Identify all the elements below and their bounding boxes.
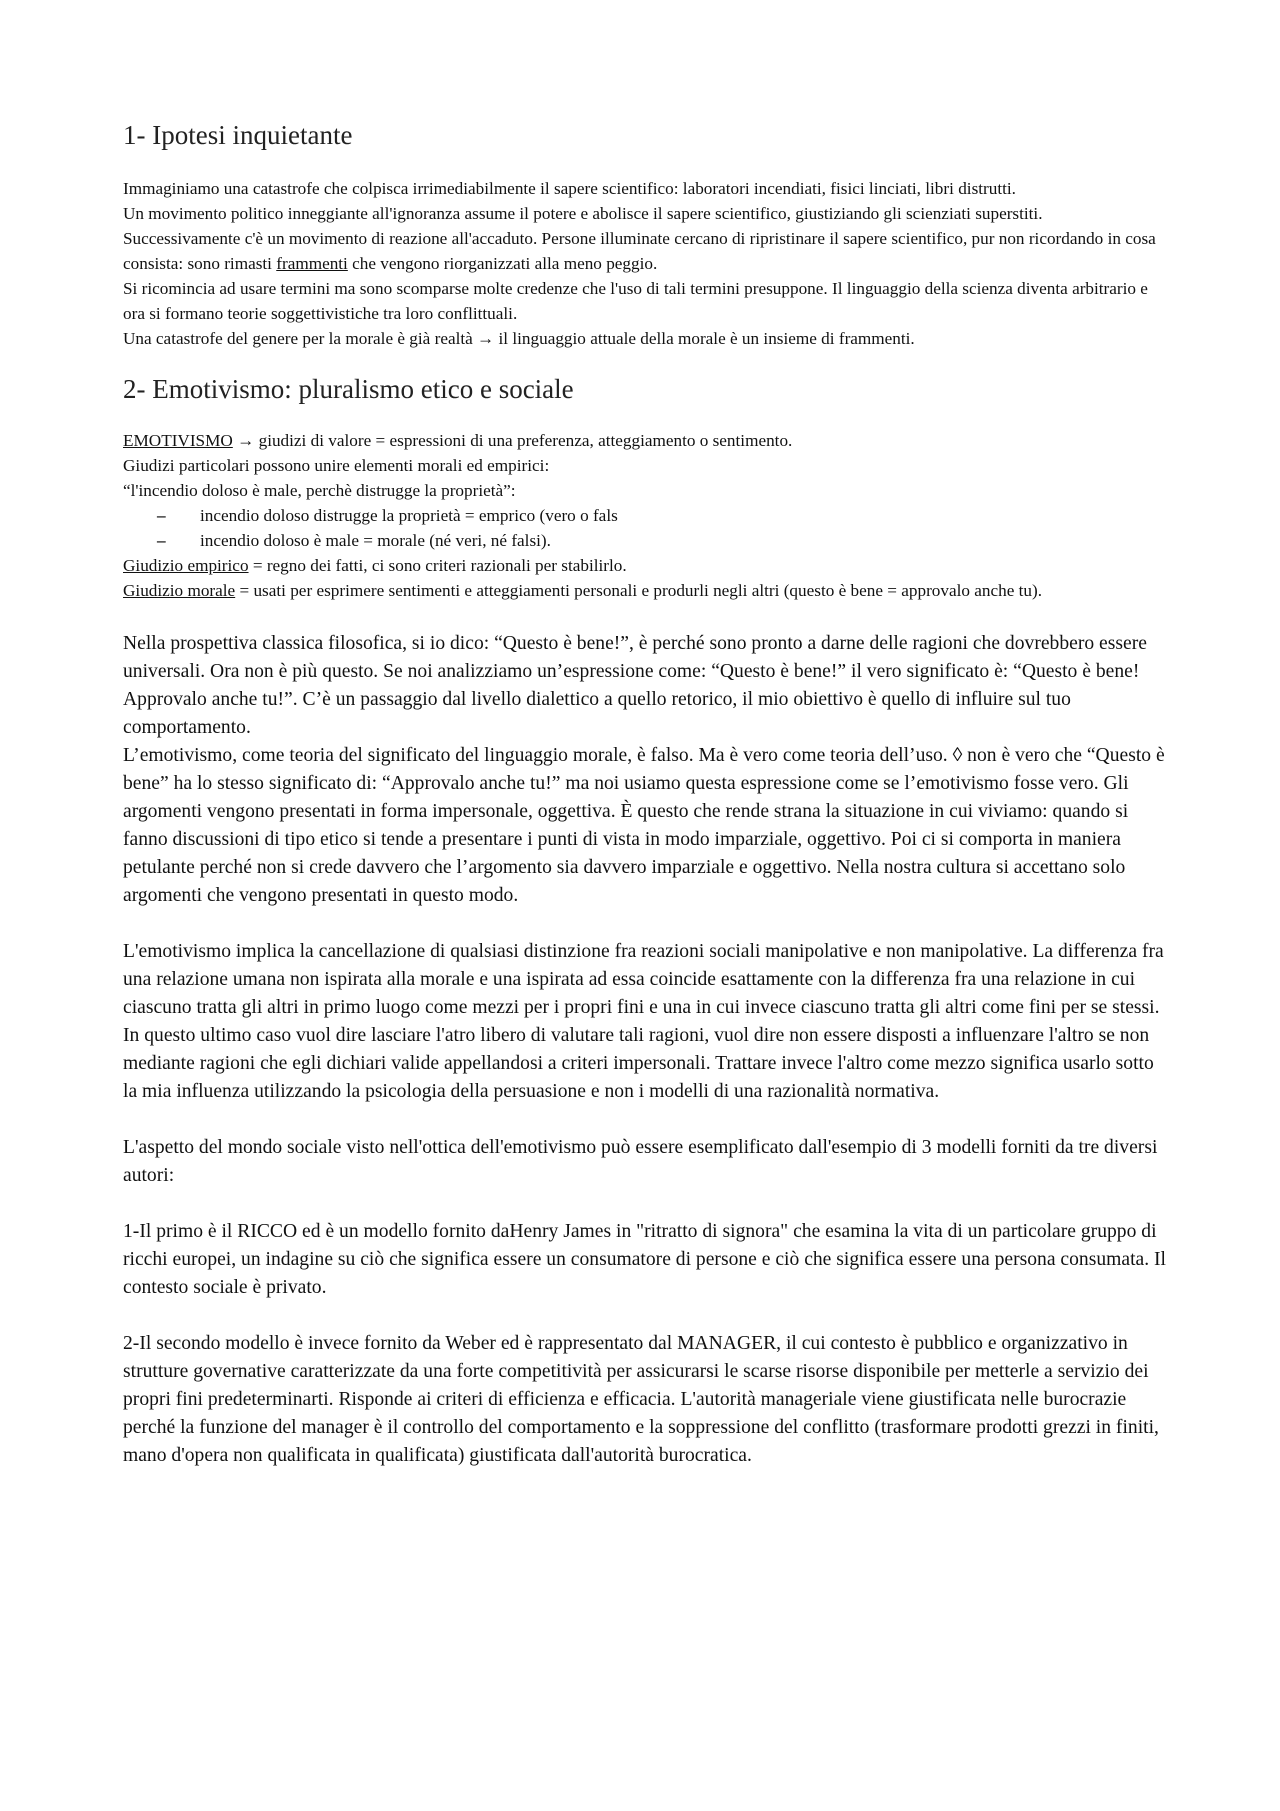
paragraph: 2-Il secondo modello è invece fornito da Weber ed è rappresentato dal MANAGER, il cui contesto è pubblico e organizzativo in strutture governative caratterizzate da una forte competitività per assicurarsi le scarse risorse disponibile per metterle a servizio dei propri fini predeterminarti. Risponde ai criteri di efficienza e efficacia. L'autorità manageriale viene giustificata nelle burocrazie perché la funzione del manager è il controllo del comportamento e la soppressione del conflitto (trasformare prodotti grezzi in finiti, mano d'opera non qualificata in qualificata) giustificata dall'autorità burocratica. xyxy=(123,1333,1159,1466)
dash-list xyxy=(123,503,1168,553)
paragraph: L'emotivismo implica la cancellazione di qualsiasi distinzione fra reazioni sociali manipolative e non manipolative. La differenza fra una relazione umana non ispirata alla morale e una ispirata ad essa coincide esattamente con la differenza fra una relazione in cui ciascuno tratta gli altri in primo luogo come mezzi per i propri fini e una in cui invece ciascuno tratta gli altri come fini per se stessi. xyxy=(123,941,1164,1018)
list-item-text: incendio doloso è male = morale (né veri, né falsi). xyxy=(200,531,551,550)
definition-line xyxy=(123,553,1168,578)
paragraph: Nella prospettiva classica filosofica, si io dico: “Questo è bene!”, è perché sono pronto a darne delle ragioni che dovrebbero essere universali. Ora non è più questo. Se noi analizziamo un’espressione come: “Questo è bene!” il vero significato è: “Questo è bene! Approvalo anche tu!”. C’è un passaggio dal livello dialettico a quello retorico, il mio obiettivo è quello di influire sul tuo comportamento. xyxy=(123,633,1147,738)
underlined-term: frammenti xyxy=(276,254,348,273)
text-run: = regno dei fatti, ci sono criteri razionali per stabilirlo. xyxy=(248,556,627,575)
paragraph: Giudizi particolari possono unire elementi morali ed empirici: xyxy=(123,456,550,475)
definition-line xyxy=(123,578,1168,603)
paragraph: 1-Il primo è il RICCO ed è un modello fornito daHenry James in "ritratto di signora" che esamina la vita di un particolare gruppo di ricchi europei, un indagine su ciò che significa essere un consumatore di persone e ciò che significa essere una persona consumata. Il contesto sociale è privato. xyxy=(123,1221,1166,1298)
spacer xyxy=(123,603,1168,630)
text-run: = usati per esprimere sentimenti e atteggiamenti personali e produrli negli altri (questo è bene = approvalo anche tu). xyxy=(235,581,1043,600)
spacer xyxy=(123,1106,1168,1134)
paragraph: Si ricomincia ad usare termini ma sono scomparse molte credenze che l'uso di tali termini presuppone. Il linguaggio della scienza diventa arbitrario e ora si formano teorie soggettivistiche tra loro conflittuali. xyxy=(123,279,1148,323)
paragraph xyxy=(123,226,1168,276)
dash-bullet: – xyxy=(157,531,166,550)
section-1-body xyxy=(123,176,1168,351)
paragraph: Un movimento politico inneggiante all'ignoranza assume il potere e abolisce il sapere scientifico, giustiziando gli scienziati superstiti. xyxy=(123,204,1043,223)
paragraph: L'aspetto del mondo sociale visto nell'ottica dell'emotivismo può essere esemplificato dall'esempio di 3 modelli forniti da tre diversi autori: xyxy=(123,1137,1158,1186)
text-run: Successivamente c'è un movimento di reazione all'accaduto. Persone illuminate cercano di ripristinare il sapere scientifico, pur non ricordando in cosa consista: sono rimasti xyxy=(123,229,1156,273)
section-2-body xyxy=(123,630,1168,1470)
underlined-term: Giudizio empirico xyxy=(123,556,249,575)
underlined-term: EMOTIVISMO xyxy=(123,431,233,450)
document-page xyxy=(123,118,1168,1470)
list-item-text: incendio doloso distrugge la proprietà = emprico (vero o fals xyxy=(200,506,618,525)
section-2-definitions xyxy=(123,428,1168,603)
paragraph: L’emotivismo, come teoria del significato del linguaggio morale, è falso. Ma è vero come teoria dell’uso. ◊ non è vero che “Questo è bene” ha lo stesso significato di: “Approvalo anche tu!” ma noi usiamo questa espressione come se l’emotivismo fosse vero. Gli argomenti vengono presentati in forma impersonale, oggettiva. È questo che rende strana la situazione in cui viviamo: quando si fanno discussioni di tipo etico si tende a presentare i punti di vista in modo imparziale, oggettivo. Poi ci si comporta in maniera petulante perché non si crede davvero che l’argomento sia davvero imparziale e oggettivo. Nella nostra cultura si accettano solo argomenti che vengono presentati in questo modo. xyxy=(123,745,1165,906)
section-1-title: 1- Ipotesi inquietante xyxy=(123,120,353,150)
spacer xyxy=(123,1190,1168,1218)
spacer xyxy=(123,1302,1168,1330)
text-run: → giudizi di valore = espressioni di una preferenza, atteggiamento o sentimento. xyxy=(232,431,793,450)
paragraph: “l'incendio doloso è male, perchè distrugge la proprietà”: xyxy=(123,481,516,500)
definition-line xyxy=(123,428,1168,453)
list-item xyxy=(157,503,1168,528)
text-run: che vengono riorganizzati alla meno peggio. xyxy=(347,254,658,273)
list-item xyxy=(157,528,1168,553)
spacer xyxy=(123,910,1168,938)
paragraph: Una catastrofe del genere per la morale è già realtà → il linguaggio attuale della morale è un insieme di frammenti. xyxy=(123,329,915,348)
dash-bullet: – xyxy=(157,506,166,525)
section-2-title: 2- Emotivismo: pluralismo etico e sociale xyxy=(123,374,574,404)
paragraph: In questo ultimo caso vuol dire lasciare l'atro libero di valutare tali ragioni, vuol dire non essere disposti a influenzare l'altro se non mediante ragioni che egli dichiari valide appellandosi a criteri impersonali. Trattare invece l'altro come mezzo significa usarlo sotto la mia influenza utilizzando la psicologia della persuasione e non i modelli di una razionalità normativa. xyxy=(123,1025,1154,1102)
underlined-term: Giudizio morale xyxy=(123,581,236,600)
paragraph: Immaginiamo una catastrofe che colpisca irrimediabilmente il sapere scientifico: laboratori incendiati, fisici linciati, libri distrutti. xyxy=(123,179,1016,198)
